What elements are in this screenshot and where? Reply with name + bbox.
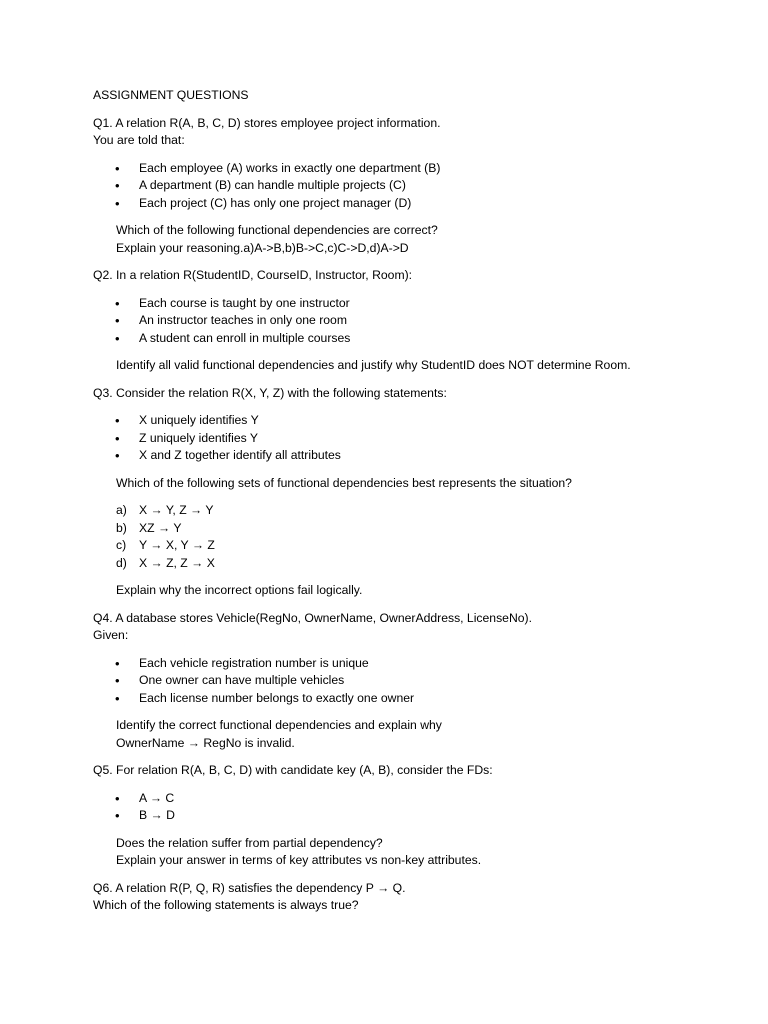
option-letter: b) — [116, 520, 127, 535]
question-3 — [93, 385, 713, 600]
document-heading: ASSIGNMENT QUESTIONS — [93, 88, 249, 102]
q2-intro: Q2. In a relation R(StudentID, CourseID, Instructor, Room): — [93, 268, 413, 282]
document-page — [93, 87, 713, 915]
option-letter: c) — [116, 538, 127, 552]
q4-intro-2: Given: — [93, 628, 129, 642]
q2-question: Identify all valid functional dependencies and justify why StudentID does NOT determine Room. — [116, 358, 631, 372]
q3-bullet-item: • X uniquely identifies Y — [93, 412, 713, 430]
q4-bullet-list — [93, 655, 713, 708]
q3-options-list — [93, 502, 713, 572]
option-text: Y → X, Y → Z — [139, 538, 215, 552]
q1-bullet-item: • Each project (C) has only one project manager (D) — [93, 195, 713, 213]
q5-question-2: Explain your answer in terms of key attributes vs non-key attributes. — [116, 853, 482, 867]
q3-intro: Q3. Consider the relation R(X, Y, Z) with the following statements: — [93, 385, 447, 400]
q5-question: Does the relation suffer from partial dependency? — [116, 835, 383, 850]
option-text: XZ → Y — [139, 520, 182, 535]
q6-intro: Q6. A relation R(P, Q, R) satisfies the dependency P → Q. — [93, 880, 406, 895]
q3-bullet-item: • X and Z together identify all attributes — [93, 447, 713, 465]
q1-bullet-list — [93, 160, 713, 213]
q1-intro-2: You are told that: — [93, 133, 185, 147]
question-5 — [93, 762, 713, 870]
q4-question: Identify the correct functional dependencies and explain why — [116, 718, 442, 732]
q1-intro: Q1. A relation R(A, B, C, D) stores employee project information. — [93, 115, 441, 130]
option-letter: d) — [116, 555, 127, 570]
q2-bullet-item: • Each course is taught by one instructor — [93, 295, 713, 313]
q3-followup: Explain why the incorrect options fail logically. — [116, 583, 363, 597]
q2-bullet-item: • A student can enroll in multiple courses — [93, 330, 713, 348]
q3-bullet-item: • Z uniquely identifies Y — [93, 430, 713, 448]
q1-bullet-item: • Each employee (A) works in exactly one department (B) — [93, 160, 713, 178]
question-1 — [93, 115, 713, 258]
q1-bullet-item: • A department (B) can handle multiple projects (C) — [93, 177, 713, 195]
q3-option-a — [93, 502, 713, 520]
q1-question: Which of the following functional dependencies are correct? — [116, 223, 438, 237]
q3-option-d — [93, 555, 713, 573]
q3-option-c — [93, 537, 713, 555]
q4-intro: Q4. A database stores Vehicle(RegNo, OwnerName, OwnerAddress, LicenseNo). — [93, 610, 532, 625]
q5-bullet-item: • A → C — [93, 790, 713, 808]
option-letter: a) — [116, 503, 127, 517]
q4-question-2: OwnerName → RegNo is invalid. — [116, 735, 295, 750]
option-text: X → Y, Z → Y — [139, 503, 214, 517]
q3-question: Which of the following sets of functional dependencies best represents the situation? — [116, 475, 572, 490]
q3-option-b — [93, 520, 713, 538]
q1-question-2: Explain your reasoning.a)A->B,b)B->C,c)C->D,d)A->D — [116, 240, 409, 255]
q6-intro-2: Which of the following statements is always true? — [93, 898, 359, 912]
q4-bullet-item: • One owner can have multiple vehicles — [93, 672, 713, 690]
question-2 — [93, 267, 713, 375]
q2-bullet-item: • An instructor teaches in only one room — [93, 312, 713, 330]
q4-bullet-item: • Each vehicle registration number is unique — [93, 655, 713, 673]
q5-intro: Q5. For relation R(A, B, C, D) with candidate key (A, B), consider the FDs: — [93, 763, 493, 777]
q2-bullet-list — [93, 295, 713, 348]
question-4 — [93, 610, 713, 753]
q3-bullet-list — [93, 412, 713, 465]
question-6 — [93, 880, 713, 915]
q4-bullet-item: • Each license number belongs to exactly one owner — [93, 690, 713, 708]
option-text: X → Z, Z → X — [139, 555, 215, 570]
q5-bullet-list — [93, 790, 713, 825]
q5-bullet-item: • B → D — [93, 807, 713, 825]
